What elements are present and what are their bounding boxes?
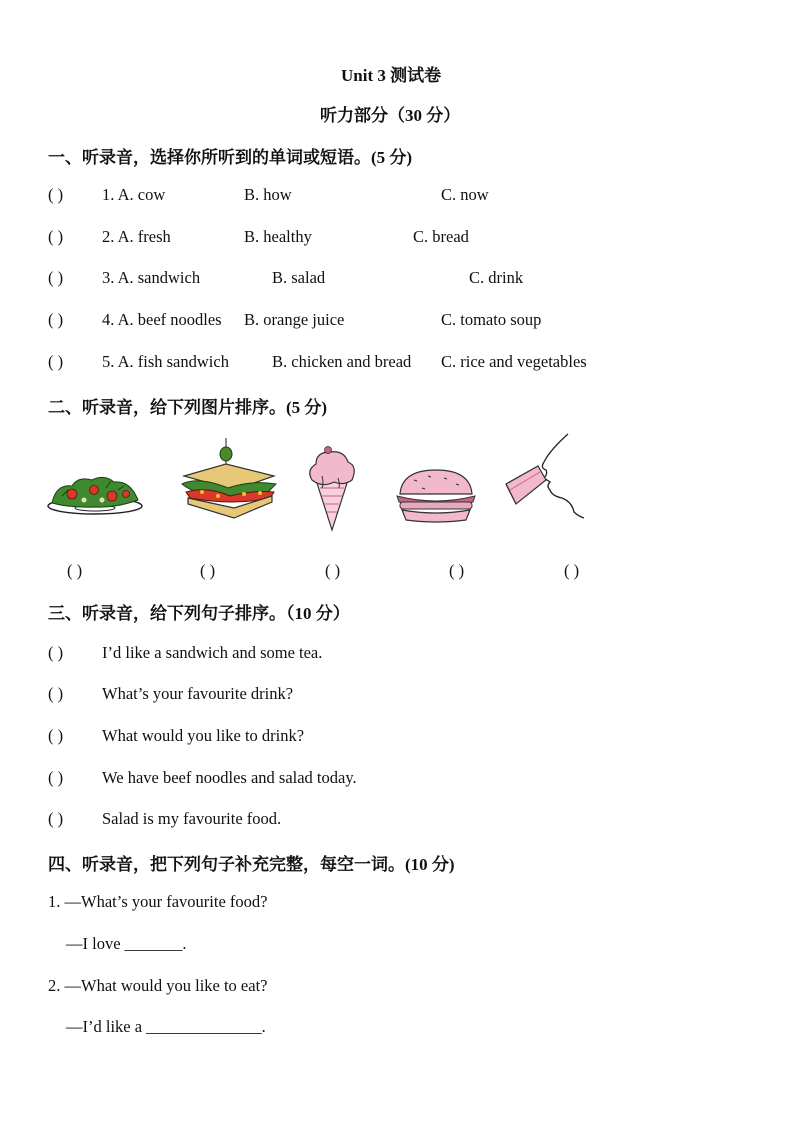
answer-blank[interactable]: ( ) [48, 726, 64, 745]
option-b: B. orange juice [244, 310, 345, 329]
option-c: C. rice and vegetables [441, 352, 587, 371]
sentence: What would you like to drink? [102, 726, 305, 745]
hamburger-icon [394, 466, 478, 524]
answer-2-fill-line[interactable]: —I’d like a ______________. [66, 1017, 266, 1036]
sentence: We have beef noodles and salad today. [102, 768, 357, 787]
option-a: 5. A. fish sandwich [102, 352, 229, 371]
section2-heading: 二、听录音，给下列图片排序。(5 分) [48, 398, 328, 417]
option-a: 1. A. cow [102, 185, 166, 204]
option-b: B. healthy [244, 227, 312, 246]
option-a: 2. A. fresh [102, 227, 171, 246]
sentence: What’s your favourite drink? [102, 684, 294, 703]
section4-heading: 四、听录音，把下列句子补充完整，每空一词。(10 分) [48, 855, 455, 874]
section3-heading: 三、听录音，给下列句子排序。（10 分） [48, 604, 350, 623]
picture-order-blank-1[interactable]: ( ) [67, 561, 83, 580]
section1-heading: 一、听录音，选择你所听到的单词或短语。(5 分) [48, 148, 413, 167]
option-c: C. bread [413, 227, 469, 246]
picture-order-blank-2[interactable]: ( ) [200, 561, 216, 580]
option-a: 3. A. sandwich [102, 268, 201, 287]
answer-blank[interactable]: ( ) [48, 185, 64, 204]
answer-1-fill-line[interactable]: —I love _______. [66, 934, 187, 953]
option-b: B. salad [272, 268, 326, 287]
sentence: I’d like a sandwich and some tea. [102, 643, 323, 662]
answer-blank[interactable]: ( ) [48, 768, 64, 787]
sandwich-icon [178, 436, 280, 522]
answer-blank[interactable]: ( ) [48, 268, 64, 287]
answer-blank[interactable]: ( ) [48, 352, 64, 371]
option-c: C. drink [469, 268, 524, 287]
picture-order-blank-3[interactable]: ( ) [325, 561, 341, 580]
ice-cream-icon [304, 446, 360, 532]
picture-order-blank-4[interactable]: ( ) [449, 561, 465, 580]
answer-blank[interactable]: ( ) [48, 310, 64, 329]
sentence: Salad is my favourite food. [102, 809, 282, 828]
option-b: B. chicken and bread [272, 352, 412, 371]
page-subtitle: 听力部分（30 分） [320, 106, 461, 125]
picture-order-blank-5[interactable]: ( ) [564, 561, 580, 580]
answer-blank[interactable]: ( ) [48, 227, 64, 246]
drink-icon [500, 432, 588, 522]
answer-blank[interactable]: ( ) [48, 643, 64, 662]
salad-icon [46, 470, 144, 520]
page-title: Unit 3 测试卷 [341, 66, 442, 85]
option-b: B. how [244, 185, 292, 204]
answer-blank[interactable]: ( ) [48, 684, 64, 703]
option-c: C. now [441, 185, 489, 204]
question-1: 1. —What’s your favourite food? [48, 892, 268, 911]
option-a: 4. A. beef noodles [102, 310, 222, 329]
answer-blank[interactable]: ( ) [48, 809, 64, 828]
question-2: 2. —What would you like to eat? [48, 976, 268, 995]
option-c: C. tomato soup [441, 310, 542, 329]
